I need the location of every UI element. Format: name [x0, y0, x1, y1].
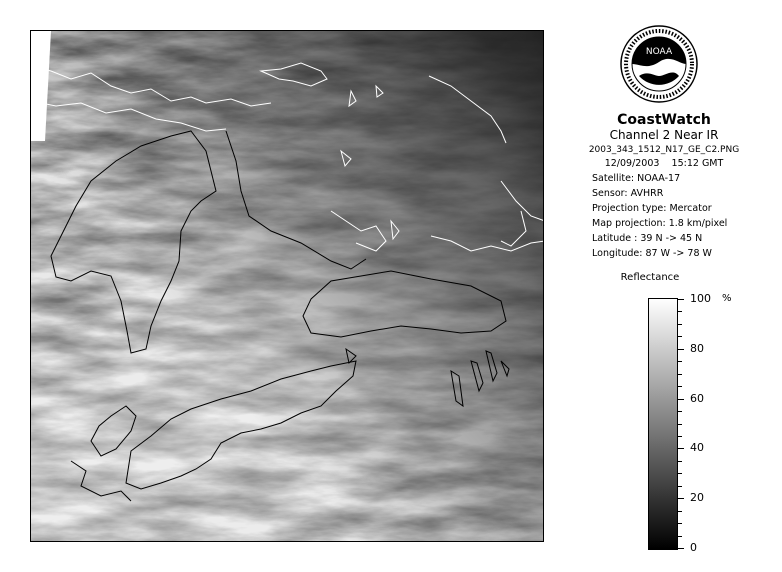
colorbar-tick-label: 80	[690, 341, 704, 355]
filename-label: 2003_343_1512_N17_GE_C2.PNG	[588, 145, 740, 155]
colorbar-tick	[678, 311, 682, 312]
date-label: 12/09/2003	[604, 158, 660, 169]
colorbar-tick	[678, 349, 684, 350]
datetime-line	[568, 156, 760, 171]
colorbar-tick-label: 20	[690, 491, 704, 505]
channel-label: Channel 2 Near IR	[609, 128, 719, 142]
noaa-logo-icon	[619, 24, 699, 104]
colorbar-tick-label: 60	[690, 391, 704, 405]
colorbar-tick	[678, 374, 682, 375]
colorbar-tick-label: 100	[690, 292, 711, 305]
colorbar-tick	[678, 511, 682, 512]
satellite-image	[30, 30, 544, 542]
colorbar-tick	[678, 523, 682, 524]
colorbar-title: Reflectance	[620, 272, 680, 283]
colorbar-tick	[678, 324, 682, 325]
colorbar	[648, 298, 678, 550]
logo-text: NOAA	[645, 47, 673, 57]
sensor-label: Sensor: AVHRR	[592, 188, 664, 199]
satellite-label: Satellite: NOAA-17	[592, 173, 681, 184]
map-projection-label: Map projection: 1.8 km/pixel	[592, 218, 728, 229]
projection-type-label: Projection type: Mercator	[592, 203, 712, 214]
colorbar-tick	[678, 461, 682, 462]
colorbar-tick	[678, 536, 682, 537]
colorbar-tick	[678, 498, 684, 499]
colorbar-tick	[678, 448, 684, 449]
colorbar-tick	[678, 386, 682, 387]
colorbar-tick-label: 40	[690, 441, 704, 455]
info-panel	[568, 112, 760, 261]
colorbar-tick	[678, 436, 682, 437]
colorbar-tick	[678, 473, 682, 474]
colorbar-tick	[678, 411, 682, 412]
colorbar-tick	[678, 548, 684, 549]
longitude-label: Longitude: 87 W -> 78 W	[592, 248, 712, 259]
colorbar-tick	[678, 361, 682, 362]
colorbar-tick-label: 0	[690, 541, 697, 554]
colorbar-tick	[678, 486, 682, 487]
colorbar-tick	[678, 424, 682, 425]
latitude-label: Latitude : 39 N -> 45 N	[592, 233, 703, 244]
time-label: 15:12 GMT	[671, 158, 724, 169]
colorbar-unit: %	[722, 293, 732, 304]
product-title: CoastWatch	[617, 112, 711, 128]
colorbar-tick	[678, 399, 684, 400]
colorbar-tick	[678, 299, 684, 300]
colorbar-tick	[678, 336, 682, 337]
